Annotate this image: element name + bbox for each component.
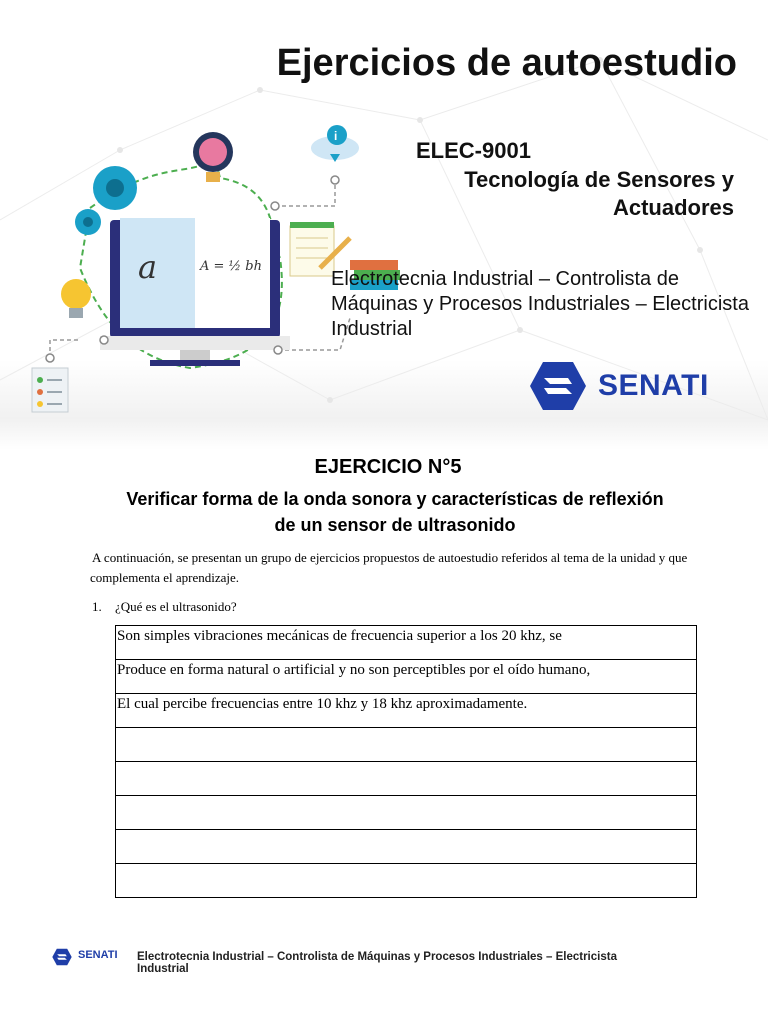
cover-header: [0, 0, 768, 450]
checklist-icon: [32, 368, 68, 412]
document-title: Ejercicios de autoestudio: [276, 42, 737, 84]
program-names: Electrotecnia Industrial – Controlista de Máquinas y Procesos Industriales – Electricista Industrial: [331, 268, 749, 340]
answer-line[interactable]: [116, 762, 696, 796]
footer-logo-text: SENATI: [78, 949, 118, 961]
lightbulb-icon: [61, 279, 91, 318]
answer-line[interactable]: El cual percibe frecuencias entre 10 khz y 18 khz aproximadamente.: [116, 694, 696, 728]
footer-text: Electrotecnia Industrial – Controlista de Máquinas y Procesos Industriales – Electricista Industrial: [137, 951, 617, 975]
answer-box: [115, 625, 697, 898]
answer-line[interactable]: Produce en forma natural o artificial y no son perceptibles por el oído humano,: [116, 660, 696, 694]
exercise-title: EJERCICIO N°5: [314, 456, 462, 478]
svg-text:a: a: [138, 248, 158, 286]
monitor-icon: [100, 218, 290, 366]
svg-text:A = ½ bh: A = ½ bh: [200, 259, 262, 274]
footer-senati-logo: [50, 948, 130, 968]
answer-line[interactable]: [116, 728, 696, 762]
senati-logo: [528, 360, 738, 412]
svg-text:i: i: [334, 129, 338, 143]
course-name: Tecnología de Sensores y Actuadores: [464, 167, 734, 220]
question-text: ¿Qué es el ultrasonido?: [115, 599, 237, 614]
answer-line[interactable]: [116, 864, 696, 897]
intro-paragraph: A continuación, se presentan un grupo de ejercicios propuestos de autoestudio referidos al tema de la unidad y que complementa el aprendizaje.: [90, 550, 688, 585]
senati-logo-mark-icon: [528, 360, 588, 412]
answer-line[interactable]: [116, 830, 696, 864]
question-1: [92, 599, 237, 615]
exercise-subtitle: Verificar forma de la onda sonora y características de reflexión de un sensor de ultrasonido: [126, 489, 664, 535]
answer-line[interactable]: [116, 796, 696, 830]
course-code: ELEC-9001: [416, 138, 531, 163]
brain-bulb-icon: [193, 132, 233, 182]
senati-logo-text: SENATI: [598, 369, 709, 402]
senati-logo-mark-icon: [50, 948, 74, 966]
answer-line[interactable]: Son simples vibraciones mecánicas de frecuencia superior a los 20 khz, se: [116, 626, 696, 660]
cloud-info-icon: [311, 125, 359, 162]
question-number: 1.: [92, 599, 102, 614]
